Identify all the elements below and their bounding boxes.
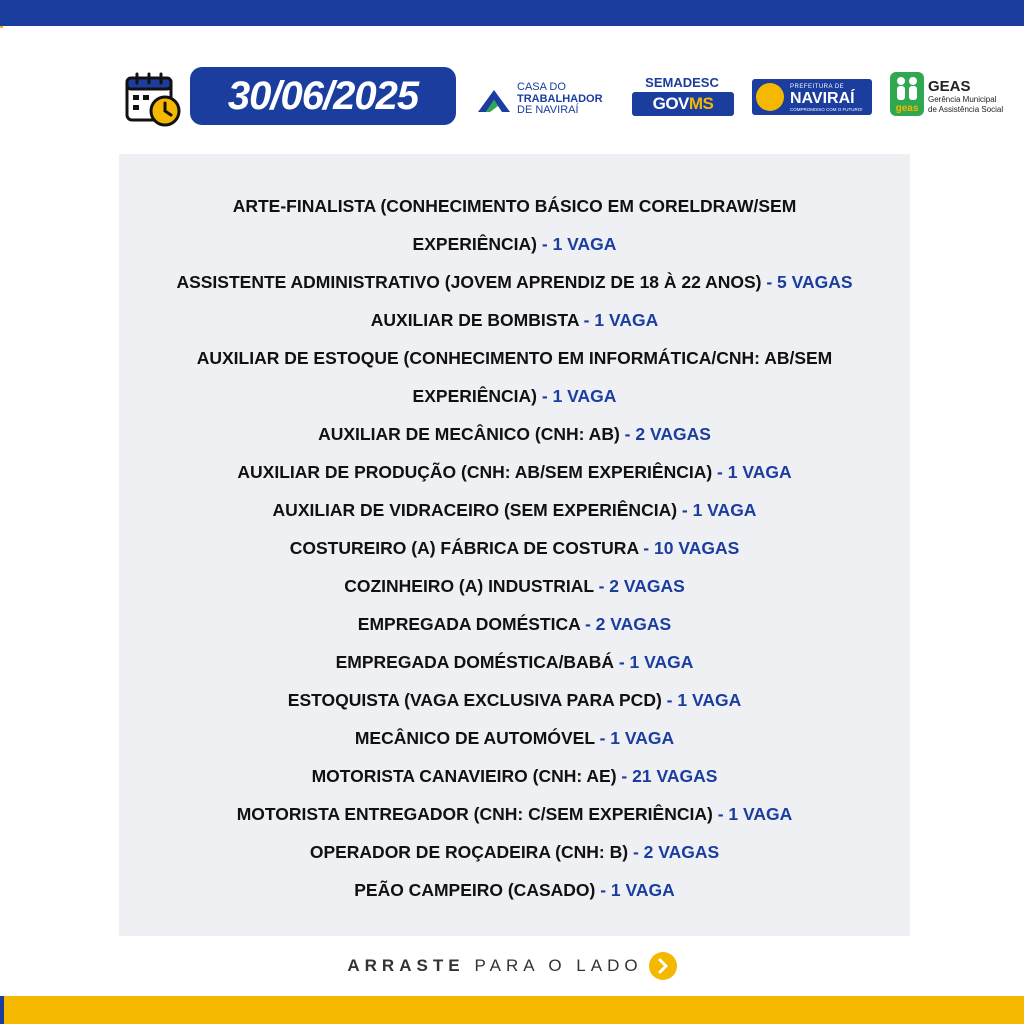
list-item [119,529,910,567]
job-listing-panel [119,154,910,936]
job-qty: - 1 VAGA [537,234,617,254]
job-title: PEÃO CAMPEIRO (CASADO) [354,880,596,900]
list-item [119,453,910,491]
semadesc-label: SEMADESC [645,75,719,90]
job-title: AUXILIAR DE MECÂNICO (CNH: AB) [318,424,620,444]
prefeitura-navirai-logo [752,79,872,115]
geas-sub1: Gerência Municipal [928,95,997,104]
chevron-right-icon [649,952,677,980]
job-qty: - 1 VAGA [594,728,675,748]
job-title: ESTOQUISTA (VAGA EXCLUSIVA PARA PCD) [287,690,662,710]
list-item [119,605,910,643]
geas-mark-text: geas [895,103,919,114]
job-title: MECÂNICO DE AUTOMÓVEL [354,728,595,748]
swipe-hint-rest: PARA O LADO [474,956,643,975]
date-badge: 30/06/2025 [190,67,456,125]
list-item [119,871,910,909]
job-title: EXPERIÊNCIA) [412,386,538,406]
calendar-clock-icon [124,72,182,128]
list-item [119,681,910,719]
job-qty: - 21 VAGAS [616,766,718,786]
bottom-bar-accent [0,996,4,1024]
job-title: MOTORISTA ENTREGADOR (CNH: C/SEM EXPERIÊNCIA) [236,804,713,824]
job-qty: - 5 VAGAS [761,272,853,292]
list-item [119,833,910,871]
list-item [119,339,910,377]
list-item [119,757,910,795]
list-item [119,377,910,415]
list-item [119,415,910,453]
swipe-hint[interactable] [0,952,1024,980]
next-arrow-button[interactable] [649,952,677,980]
job-title: MOTORISTA CANAVIEIRO (CNH: AE) [311,766,617,786]
list-item [119,187,910,225]
list-item [119,643,910,681]
job-title: COZINHEIRO (A) INDUSTRIAL [344,576,594,596]
casa-line2: TRABALHADOR [517,92,603,105]
navirai-tagline: COMPROMISSO COM O FUTURO! [790,107,863,112]
job-qty: - 2 VAGAS [619,424,711,444]
job-title: ASSISTENTE ADMINISTRATIVO (JOVEM APRENDIZ DE 18 À 22 ANOS) [176,272,762,292]
navirai-name: NAVIRAÍ [790,90,855,107]
job-qty: - 1 VAGA [661,690,742,710]
job-qty: - 1 VAGA [677,500,757,520]
job-title: AUXILIAR DE BOMBISTA [370,310,579,330]
job-title: EXPERIÊNCIA) [412,234,538,254]
casa-line3: DE NAVIRAÍ [517,104,579,116]
casa-line1: CASA DO [517,81,566,93]
list-item [119,225,910,263]
geas-people-icon [890,72,924,116]
job-qty: - 1 VAGA [595,880,675,900]
bottom-bar [0,996,1024,1024]
govms-badge [632,92,734,116]
geas-logo [890,72,1008,120]
navirai-small: PREFEITURA DE [790,84,845,90]
job-qty: - 1 VAGA [712,462,792,482]
job-qty: - 2 VAGAS [580,614,672,634]
job-title: AUXILIAR DE PRODUÇÃO (CNH: AB/SEM EXPERIÊNCIA) [237,462,713,482]
casa-do-trabalhador-logo [476,80,616,116]
gov-text: GOV [652,94,689,113]
job-qty: - 1 VAGA [537,386,617,406]
casa-roof-icon [476,84,512,114]
top-bar-accent [0,26,3,28]
list-item [119,491,910,529]
navirai-crest-icon [756,83,784,111]
job-title: EMPREGADA DOMÉSTICA/BABÁ [335,652,614,672]
geas-title: GEAS [928,78,971,95]
job-list [119,187,910,909]
list-item [119,301,910,339]
swipe-hint-strong: ARRASTE [347,956,465,975]
list-item [119,263,910,301]
list-item [119,795,910,833]
job-qty: - 2 VAGAS [628,842,720,862]
job-title: EMPREGADA DOMÉSTICA [357,614,581,634]
list-item [119,567,910,605]
semadesc-govms-logo [630,75,734,119]
ms-text: MS [688,94,714,113]
job-title: AUXILIAR DE ESTOQUE (CONHECIMENTO EM INFORMÁTICA/CNH: AB/SEM [196,348,833,368]
job-title: OPERADOR DE ROÇADEIRA (CNH: B) [309,842,629,862]
geas-sub2: de Assistência Social [928,104,1004,114]
job-title: AUXILIAR DE VIDRACEIRO (SEM EXPERIÊNCIA) [272,500,678,520]
top-bar [0,0,1024,26]
job-qty: - 1 VAGA [578,310,659,330]
job-qty: - 1 VAGA [613,652,694,672]
job-qty: - 10 VAGAS [638,538,740,558]
job-title: ARTE-FINALISTA (CONHECIMENTO BÁSICO EM CORELDRAW/SEM [232,196,797,216]
list-item [119,719,910,757]
job-qty: - 2 VAGAS [593,576,685,596]
job-title: COSTUREIRO (A) FÁBRICA DE COSTURA [289,538,639,558]
job-qty: - 1 VAGA [712,804,793,824]
